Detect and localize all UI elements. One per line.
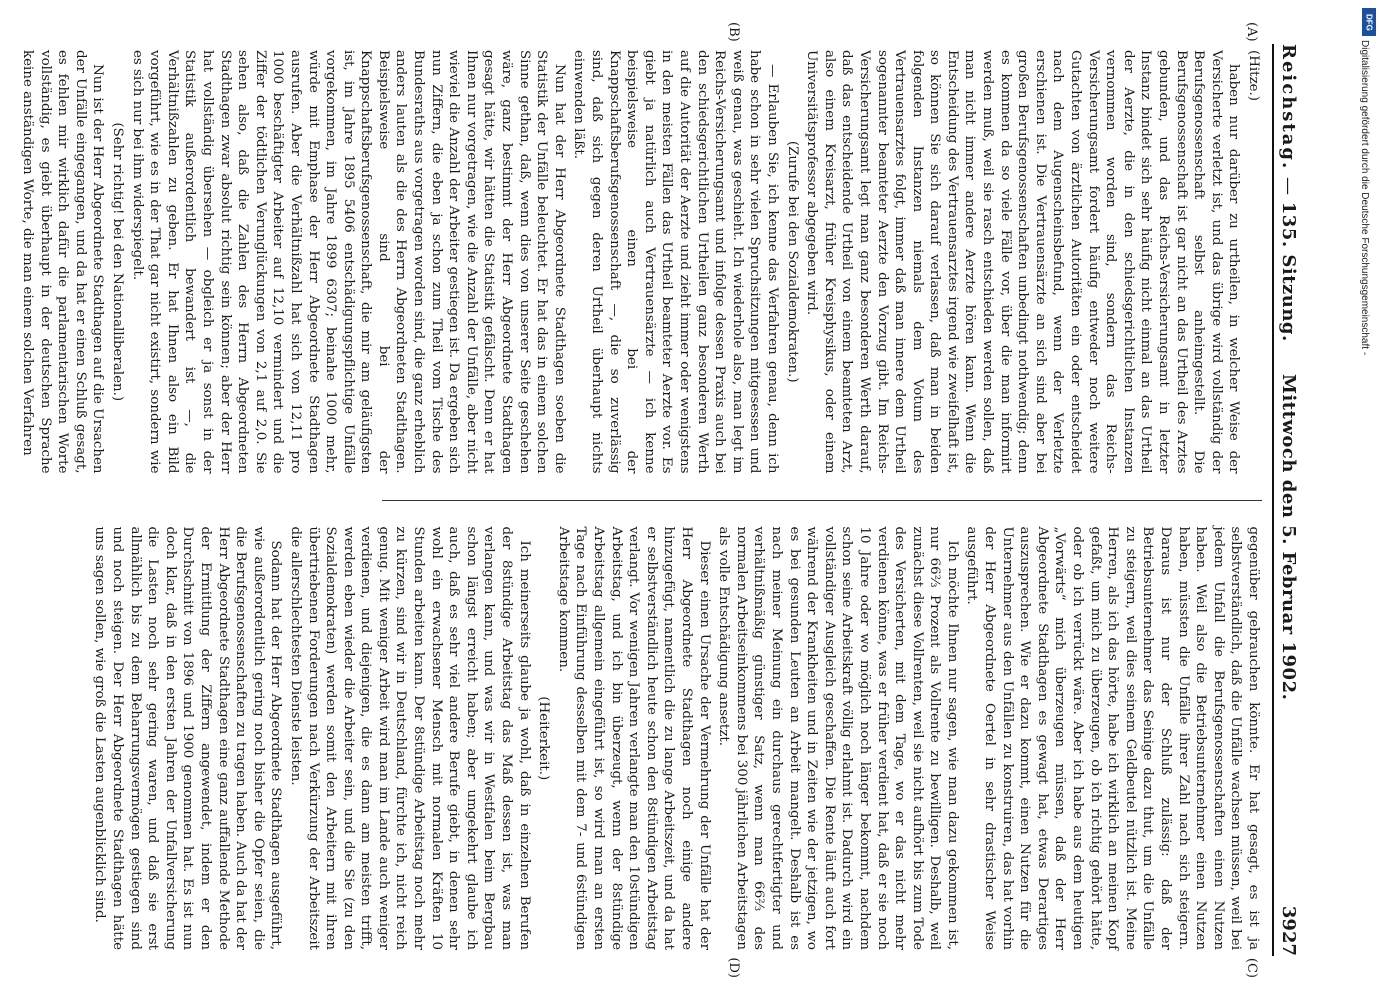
paragraph: — Erlauben Sie, ich kenne das Verfahren genau, denn ich habe schon in sehr vielen Spruchsitzungen mitgesessen und weiß genau, was geschieht. Ich wiederhole also, man legt im Reichs-Versicherungsamt und infolge dessen Praxis auch bei den schiedsgerichtlichen Urtheilen ganz besonderen Werth auf die Autorität der Aerzte und zieht immer oder wenigstens in den meisten Fällen das Urtheil beamteter Aerzte vor. Es giebt ja natürlich auch Vertrauensärzte — ich kenne beispielsweise einen bei der Knappschaftsberufsgenossenschaft —, die so zuverlässig sind, daß sich gegen deren Urtheil überhaupt nichts einwenden läßt. — [571, 50, 780, 474]
paragraph: Nun hat der Herr Abgeordnete Stadthagen soeben die Statistik der Unfälle beleuchtet. Er hat das in einem solchen Sinne gethan, daß, wenn dies von unserer Seite geschehen wäre, ganz bestimmt der Herr Abgeordnete Stadthagen gesagt hätte, wir hätten die Statistik gefälscht. Denn er hat Ihnen nur vorgetragen, wie die Anzahl der Unfälle, aber nicht wieviel die Anzahl der Arbeiter gestiegen ist. Da ergeben sich nun Ziffern, die eben ja schon zum Theil vom Tische des Bundesraths aus vorgetragen worden sind, die ganz erheblich anders lauten als die des Herrn Abgeordneten Stadthagen. Beispielsweise sind bei der Knappschaftsberufsgenossenschaft, die mir am geläufigsten ist, im Jahre 1895 5406 entschädigungspflichtige Unfälle vorgekommen, im Jahre 1899 6307; beinahe 1000 mehr, würde mit Emphase der Herr Abgeordnete Stadthagen ausrufen. Aber die Verhältnißzahl hat sich von 12,11 pro 1000 beschäftigter Arbeiter auf 12,10 vermindert und die Ziffer der tödtlichen Verunglückungen von 2,1 auf 2,0. Sie sehen also, daß die Zahlen des Herrn Abgeordneten Stadthagen zwar absolut richtig sein können; aber der Herr hat vollständig übersehen — obgleich er ja sonst in der Statistik außerordentlich bewandert ist —, die Verhältnißzahlen zu geben. Er hat Ihnen also ein Bild vorgeführt, wie es in der That gar nicht existirt, sondern wie es sich nur bei ihm widerspiegelt. — [129, 50, 567, 474]
header-left: Reichstag. — 135. Sitzung. Mittwoch den 5. Februar 1902. — [1278, 44, 1299, 701]
digitization-credit — [1356, 40, 1376, 940]
paragraph: Ich meinerseits glaube ja wohl, daß in einzelnen Berufen der 8stündige Arbeitstag das Maß dessen ist, was man verlangen kann, und was wir in Westfalen beim Bergbau schon längst erreicht haben; aber umgekehrt glaube ich auch, daß es sehr viel andere Berufe giebt, in denen sehr wohl ein erwachsener Mensch mit normalen Kräften 10 Stunden arbeiten kann. Der 8stündige Arbeitstag noch mehr zu kürzen, sind wir in Deutschland, fürchte ich, nicht reich genug. Mit weniger Arbeit wird man im Lande auch weniger verdienen, und diejenigen, die es dann am meisten trifft, werden eben wieder die Arbeiter sein, und die Sie (zu den Sozialdemokraten) werden somit den Arbeitern mit ihren übertriebenen Forderungen nach Verkürzung der Arbeitszeit die allerschlechtesten Dienste leisten. — [287, 526, 532, 950]
session-date: Mittwoch den 5. Februar 1902. — [1278, 374, 1299, 701]
credit-text: Digitalisierung gefördert durch die Deutsche Forschungsgemeinschaft - — [1359, 40, 1370, 356]
page-header — [1272, 44, 1318, 956]
column-divider — [382, 500, 1262, 501]
session-label: 135. Sitzung. — [1278, 201, 1299, 342]
paragraph: Sodann hat der Herr Abgeordnete Stadthagen ausgeführt, wie außerordentlich gering noch bisher die Opfer seien, die die Berufsgenossenschaften zu tragen haben. Auch da hat der Herr Abgeordnete Stadthagen eine ganz auffallende Methode der Ermittlung der Ziffern angewendet, indem er den Durchschnitt von 1896 und 1900 genommen hat. Es ist nun doch klar, daß in den ersten Jahren der Unfallversicherung die Lasten noch sehr gering waren, und daß sie erst allmählich bis zu dem Beharrungsvermögen gestiegen sind und noch steigen. Der Herr Abgeordnete Stadthagen hätte uns sagen sollen, wie groß die Lasten augenblicklich sind. — [92, 526, 284, 950]
left-column — [20, 22, 1262, 480]
dfg-logo: DFG — [1362, 8, 1376, 36]
paragraph: Dieser einen Ursache der Vermehrung der Unfälle hat der Herr Abgeordnete Stadthagen noch einige andere hinzugefügt, namentlich die zu lange Arbeitszeit, und da hat er selbstverständlich heute schon den 8stündigen Arbeitstag verlangt. Vor wenigen Jahren verlangte man den 10stündigen Arbeitstag, und ich bin überzeugt, wenn der 8stündige Arbeitstag allgemein eingeführt ist, so wird man an ersten Tage nach Einführung desselben mit dem 7- und 6stündigen Arbeitstage kommen. — [555, 526, 712, 950]
right-column — [92, 521, 1262, 978]
paragraph: Ich möchte Ihnen nur sagen, wie man dazu gekommen ist, nur 66⅔ Prozent als Vollrente zu bewilligen. Deshalb, weil zunächst diese Vollrenten, weil sie nicht aufhört bis zum Tode des Versicherten, mit dem Tage, wo er das nicht mehr verdienen könne, was er früher verdient hat, daß er sie noch 10 Jahre oder wo möglich noch länger bekommt, nachdem schon seine Arbeitskraft völlig erlahmt ist. Dadurch wird ein vollständiger Ausgleich geschaffen. Die Rente läuft auch fort während der Krankheiten und in Zeiten wie der jetzigen, wo es bei gesunden Leuten an Arbeit mangelt. Deshalb ist es nach meiner Meinung ein durchaus gerechtfertigter und verhältnißmäßig günstiger Satz, wenn man 66⅔ des normalen Arbeitseinkommens bei 300 jährlichen Arbeitstagen als volle Entschädigung ansetzt. — [716, 526, 960, 950]
paragraph: haben nur darüber zu urtheilen, in welcher Weise der Versicherte verletzt ist, und das übrige wird vollständig der Berufsgenossenschaft selbst anheimgestellt. Die Berufsgenossenschaft ist gar nicht an das Urtheil des Arztes gebunden, und das Reichs-Versicherungsamt in letzter Instanz bindet sich sehr häufig nicht einmal an das Urtheil der Aerzte, die in den schiedsgerichtlichen Instanzen vernommen worden sind, sondern das Reichs-Versicherungsamt fordert häufig entweder noch weitere Gutachten von ärztlichen Autoritäten ein oder entscheidet nach dem Augenscheinsbefund, wenn der Verletzte erschienen ist. Die Vertrauensärzte an sich sind aber bei großen Berufsgenossenschaften unbedingt nothwendig; denn es kommen da so viele Fälle vor, über die man informirt werden muß, weil sie rasch entschieden werden sollen, daß man nicht immer andere Aerzte hören kann. Wenn die Entscheidung des Vertrauensarztes irgend wie zweifelhaft ist, so können Sie sich darauf verlassen, daß man in beiden folgenden Instanzen niemals dem Votum des Vertrauensarztes folgt, immer daß man innere dem Urtheil sogenannter beamteter Aerzte den Vorzug gibt. Im Reichs-Versicherungsamt legt man ganz besonderen Werth darauf, daß das entscheidende Urtheil von einem beamteten Arzt, also einem Kreisarzt, früher Kreisphysikus, oder einem Universitätsprofessor abgegeben wird. — [804, 50, 1242, 474]
publication-title: Reichstag. — [1278, 44, 1299, 171]
rotated-newspaper-page — [20, 20, 1318, 980]
page-number: 3927 — [1278, 905, 1299, 956]
speaker-marker: (Hitze.) — [1246, 50, 1261, 102]
interjection: (Sehr richtig! bei den Nationalliberalen.) — [110, 122, 125, 402]
margin-mark-c: (C) — [1244, 957, 1259, 978]
margin-mark-a: (A) — [1244, 22, 1259, 42]
paragraph: gegenüber gebrauchen könnte. Er hat gesagt, es ist ja selbstverständlich, daß die Unfälle wachsen müssen, weil bei jedem Unfall die Berufsgenossenschaften einen Nutzen haben. Weil also die Betriebsunternehmer einen Nutzen haben, müssten die Unfälle ihrer Zahl nach sich steigern. Daraus ist nur der Schluß zulässig: daß der Betriebsunternehmer das Seinige dazu thut, um die Unfälle zu steigern, weil dies seinem Geldbeutel nützlich ist. Meine Herren, als ich das hörte, habe ich wirklich an meinen Kopf gefaßt, um mich zu überzeugen, ob ich richtig gehört hätte, oder ob ich verrückt wäre. Aber ich habe aus dem heutigen „Vorwärts“ mich überzeugen müssen, daß der Herr Abgeordnete Stadthagen es gewagt hat, etwas Derartiges auszusprechen. Wie er dazu kommt, einen Nutzen für die Unternehmer aus den Unfällen zu konstruiren, das hat vorhin der Herr Abgeordnete Oertel in sehr drastischer Weise ausgeführt. — [964, 526, 1261, 950]
paragraph: Nun ist der Herr Abgeordnete Stadthagen auf die Ursachen der Unfälle eingegangen, und da hat er einen Schluß gesagt, es fehlen mir wirklich dafür die parlamentarischen Worte vollständig, es giebt überhaupt in der deutschen Sprache keine anständigen Worte, die man einem solchen Verfahren — [20, 50, 106, 474]
interjection: (Zurufe bei den Sozialdemokraten.) — [784, 140, 800, 383]
text-columns — [20, 22, 1262, 978]
margin-mark-b: (B) — [726, 22, 741, 42]
margin-mark-d: (D) — [726, 957, 741, 978]
interjection: (Heiterkeit.) — [536, 696, 552, 781]
